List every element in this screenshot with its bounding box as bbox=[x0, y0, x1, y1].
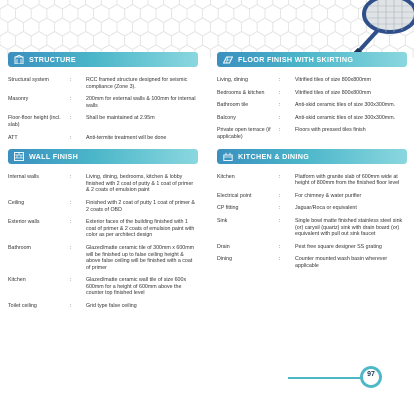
hexagon-shape bbox=[86, 0, 102, 9]
spec-row bbox=[8, 96, 198, 115]
kitchen-dining-title: KITCHEN & DINING bbox=[238, 151, 310, 161]
hexagon-shape bbox=[320, 0, 336, 9]
spec-row bbox=[8, 135, 198, 148]
spec-row bbox=[217, 90, 407, 103]
spec-value: Glazed/matte ceramic wall tile of size 600x 600mm for a height of 600mm above the counter top finished level bbox=[86, 277, 187, 297]
spec-separator: : bbox=[279, 192, 281, 199]
floor-finish-table bbox=[217, 77, 407, 147]
floor-icon bbox=[223, 55, 233, 64]
spec-label: Bedrooms & kitchen bbox=[217, 89, 265, 96]
spec-label: Bathroom tile bbox=[217, 102, 249, 109]
spec-value: Grid type false ceiling bbox=[86, 303, 137, 310]
wall-icon bbox=[14, 152, 24, 161]
hexagon-shape bbox=[70, 0, 86, 9]
spec-separator: : bbox=[279, 217, 281, 224]
hexagon-shape bbox=[210, 0, 226, 9]
spec-row bbox=[8, 77, 198, 96]
hexagon-shape bbox=[148, 0, 164, 9]
spec-row bbox=[217, 256, 407, 275]
spec-value: Vitrified tiles of size 800x800mm bbox=[295, 89, 371, 96]
spec-label: Sink bbox=[217, 217, 228, 224]
spec-row bbox=[8, 277, 198, 303]
spec-row bbox=[217, 115, 407, 128]
spec-value: Pest free square designer SS grating bbox=[295, 243, 382, 250]
spec-separator: : bbox=[279, 243, 281, 250]
spec-row bbox=[8, 115, 198, 134]
building-icon bbox=[14, 55, 24, 64]
spec-separator: : bbox=[70, 77, 72, 83]
spec-separator: : bbox=[279, 102, 281, 109]
spec-label: Toilet ceiling bbox=[8, 303, 37, 310]
wall-finish-title: WALL FINISH bbox=[29, 152, 79, 162]
spec-value: Platform with granite slab of 600mm wide at height of 800mm from the finished floor level bbox=[295, 173, 400, 187]
hexagon-shape bbox=[179, 0, 195, 9]
right-column bbox=[217, 52, 407, 276]
floor-finish-header bbox=[217, 52, 407, 67]
spec-separator: : bbox=[70, 219, 72, 226]
spec-value: Anti-skid ceramic tiles of size 300x300mm. bbox=[295, 114, 396, 121]
spec-value: Counter mounted wash basin wherever applicable bbox=[295, 256, 388, 269]
spec-label: Kitchen bbox=[217, 173, 235, 180]
spec-row bbox=[8, 174, 198, 200]
spec-row bbox=[8, 200, 198, 219]
hexagon-shape bbox=[195, 0, 211, 9]
spec-separator: : bbox=[279, 114, 281, 121]
spec-label: Exterior walls bbox=[8, 219, 40, 226]
spec-label: Balcony bbox=[217, 114, 236, 121]
hexagon-shape bbox=[23, 0, 39, 9]
kitchen-dining-header bbox=[217, 149, 407, 164]
hexagon-shape bbox=[8, 0, 24, 9]
page-number-badge bbox=[360, 366, 382, 388]
spec-row bbox=[217, 127, 407, 146]
spec-label: Masonry bbox=[8, 96, 29, 103]
wall-finish-table bbox=[8, 174, 198, 316]
spec-label: Drain bbox=[217, 243, 230, 250]
spec-value: Shall be maintained at 2.95m bbox=[86, 115, 155, 122]
floor-finish-title: FLOOR FINISH WITH SKIRTING bbox=[238, 55, 354, 64]
page-swoosh bbox=[288, 377, 364, 379]
spec-value: Single bowl matte finished stainless steel sink (or) carysil (quartz) sink with drain board (or) equivalent with pull out sink faucet bbox=[295, 217, 403, 238]
spec-value: Glazed/matte ceramic tile of 300mm x 600mm will be finished up to false ceiling height & above false ceiling will be finished with a coat of primer bbox=[86, 244, 195, 271]
spec-value: Living, dining, bedrooms, kitchen & lobby finished with 2 coat of putty & 1 coat of primer & 2 coats of emulsion paint bbox=[86, 174, 194, 194]
hexagon-shape bbox=[117, 0, 133, 9]
spec-label: Dining bbox=[217, 256, 233, 263]
left-column bbox=[8, 52, 198, 316]
spec-separator: : bbox=[279, 173, 281, 180]
spec-label: Private open terrace (if applicable) bbox=[217, 127, 271, 140]
spec-separator: : bbox=[70, 303, 72, 310]
hexagon-shape bbox=[0, 0, 8, 9]
hexagon-shape bbox=[0, 45, 8, 58]
hexagon-shape bbox=[226, 0, 242, 9]
spec-label: Structural system bbox=[8, 77, 49, 83]
spec-separator: : bbox=[70, 115, 72, 122]
spec-separator: : bbox=[70, 174, 72, 181]
spec-separator: : bbox=[279, 77, 281, 83]
spec-row bbox=[8, 245, 198, 277]
hexagon-shape bbox=[39, 0, 55, 9]
structure-table bbox=[8, 77, 198, 147]
spec-row bbox=[217, 218, 407, 244]
hexagon-shape bbox=[101, 0, 117, 9]
hexagon-shape bbox=[55, 0, 71, 9]
spec-value: Vitrified tiles of size 800x800mm bbox=[295, 77, 371, 83]
spec-separator: : bbox=[279, 127, 281, 134]
spec-label: Internal walls bbox=[8, 174, 39, 181]
spec-label: Living, dining bbox=[217, 77, 248, 83]
spec-label: Electrical point bbox=[217, 192, 252, 199]
hexagon-shape bbox=[133, 0, 149, 9]
hexagon-shape bbox=[242, 0, 258, 9]
spec-value: Anti-termite treatment will be done bbox=[86, 134, 167, 141]
spec-value: Jaguar/Roca or equivalent bbox=[295, 205, 357, 212]
spec-label: Floor-floor height (incl. slab) bbox=[8, 115, 61, 128]
spec-row bbox=[217, 174, 407, 193]
wall-finish-header bbox=[8, 149, 198, 164]
spec-row bbox=[8, 219, 198, 245]
spec-row bbox=[217, 244, 407, 257]
spec-separator: : bbox=[279, 256, 281, 263]
kitchen-dining-table bbox=[217, 174, 407, 276]
spec-separator: : bbox=[70, 134, 72, 141]
hexagon-shape bbox=[273, 0, 289, 9]
spec-value: For chimney & water purifier bbox=[295, 192, 362, 199]
spec-label: Bathroom bbox=[8, 244, 31, 251]
spec-label: Kitchen bbox=[8, 277, 26, 284]
spec-row bbox=[8, 303, 198, 316]
spec-row bbox=[217, 193, 407, 206]
structure-title: STRUCTURE bbox=[29, 55, 77, 64]
spec-value: RCC framed structure designed for seismic compliance (Zone 3). bbox=[86, 77, 188, 90]
kitchen-icon bbox=[223, 152, 233, 161]
spec-value: Exterior faces of the building finished with 1 coat of primer & 2 coats of emulsion paint with color as per architect design bbox=[86, 219, 195, 239]
spec-label: CP fitting bbox=[217, 205, 239, 212]
hexagon-shape bbox=[288, 0, 304, 9]
spec-separator: : bbox=[70, 199, 72, 206]
spec-separator: : bbox=[279, 205, 281, 212]
spec-separator: : bbox=[279, 89, 281, 96]
hexagon-shape bbox=[164, 0, 180, 9]
hexagon-shape bbox=[304, 0, 320, 9]
spec-row bbox=[217, 205, 407, 218]
structure-header bbox=[8, 52, 198, 67]
hexagon-shape bbox=[257, 0, 273, 9]
spec-value: Floors with pressed tiles finish bbox=[295, 127, 366, 134]
spec-value: 200mm for external walls & 100mm for internal walls bbox=[86, 96, 196, 109]
spec-label: Ceiling bbox=[8, 199, 25, 206]
spec-row bbox=[217, 77, 407, 90]
spec-separator: : bbox=[70, 244, 72, 251]
spec-value: Finished with 2 coat of putty 1 coat of primer & 2 coats of OBD bbox=[86, 199, 195, 213]
spec-value: Anti-skid ceramic tiles of size 300x300mm. bbox=[295, 102, 396, 109]
spec-separator: : bbox=[70, 96, 72, 103]
page-number: 97 bbox=[367, 371, 375, 378]
spec-label: ATT bbox=[8, 134, 18, 141]
spec-separator: : bbox=[70, 277, 72, 284]
spec-row bbox=[217, 102, 407, 115]
